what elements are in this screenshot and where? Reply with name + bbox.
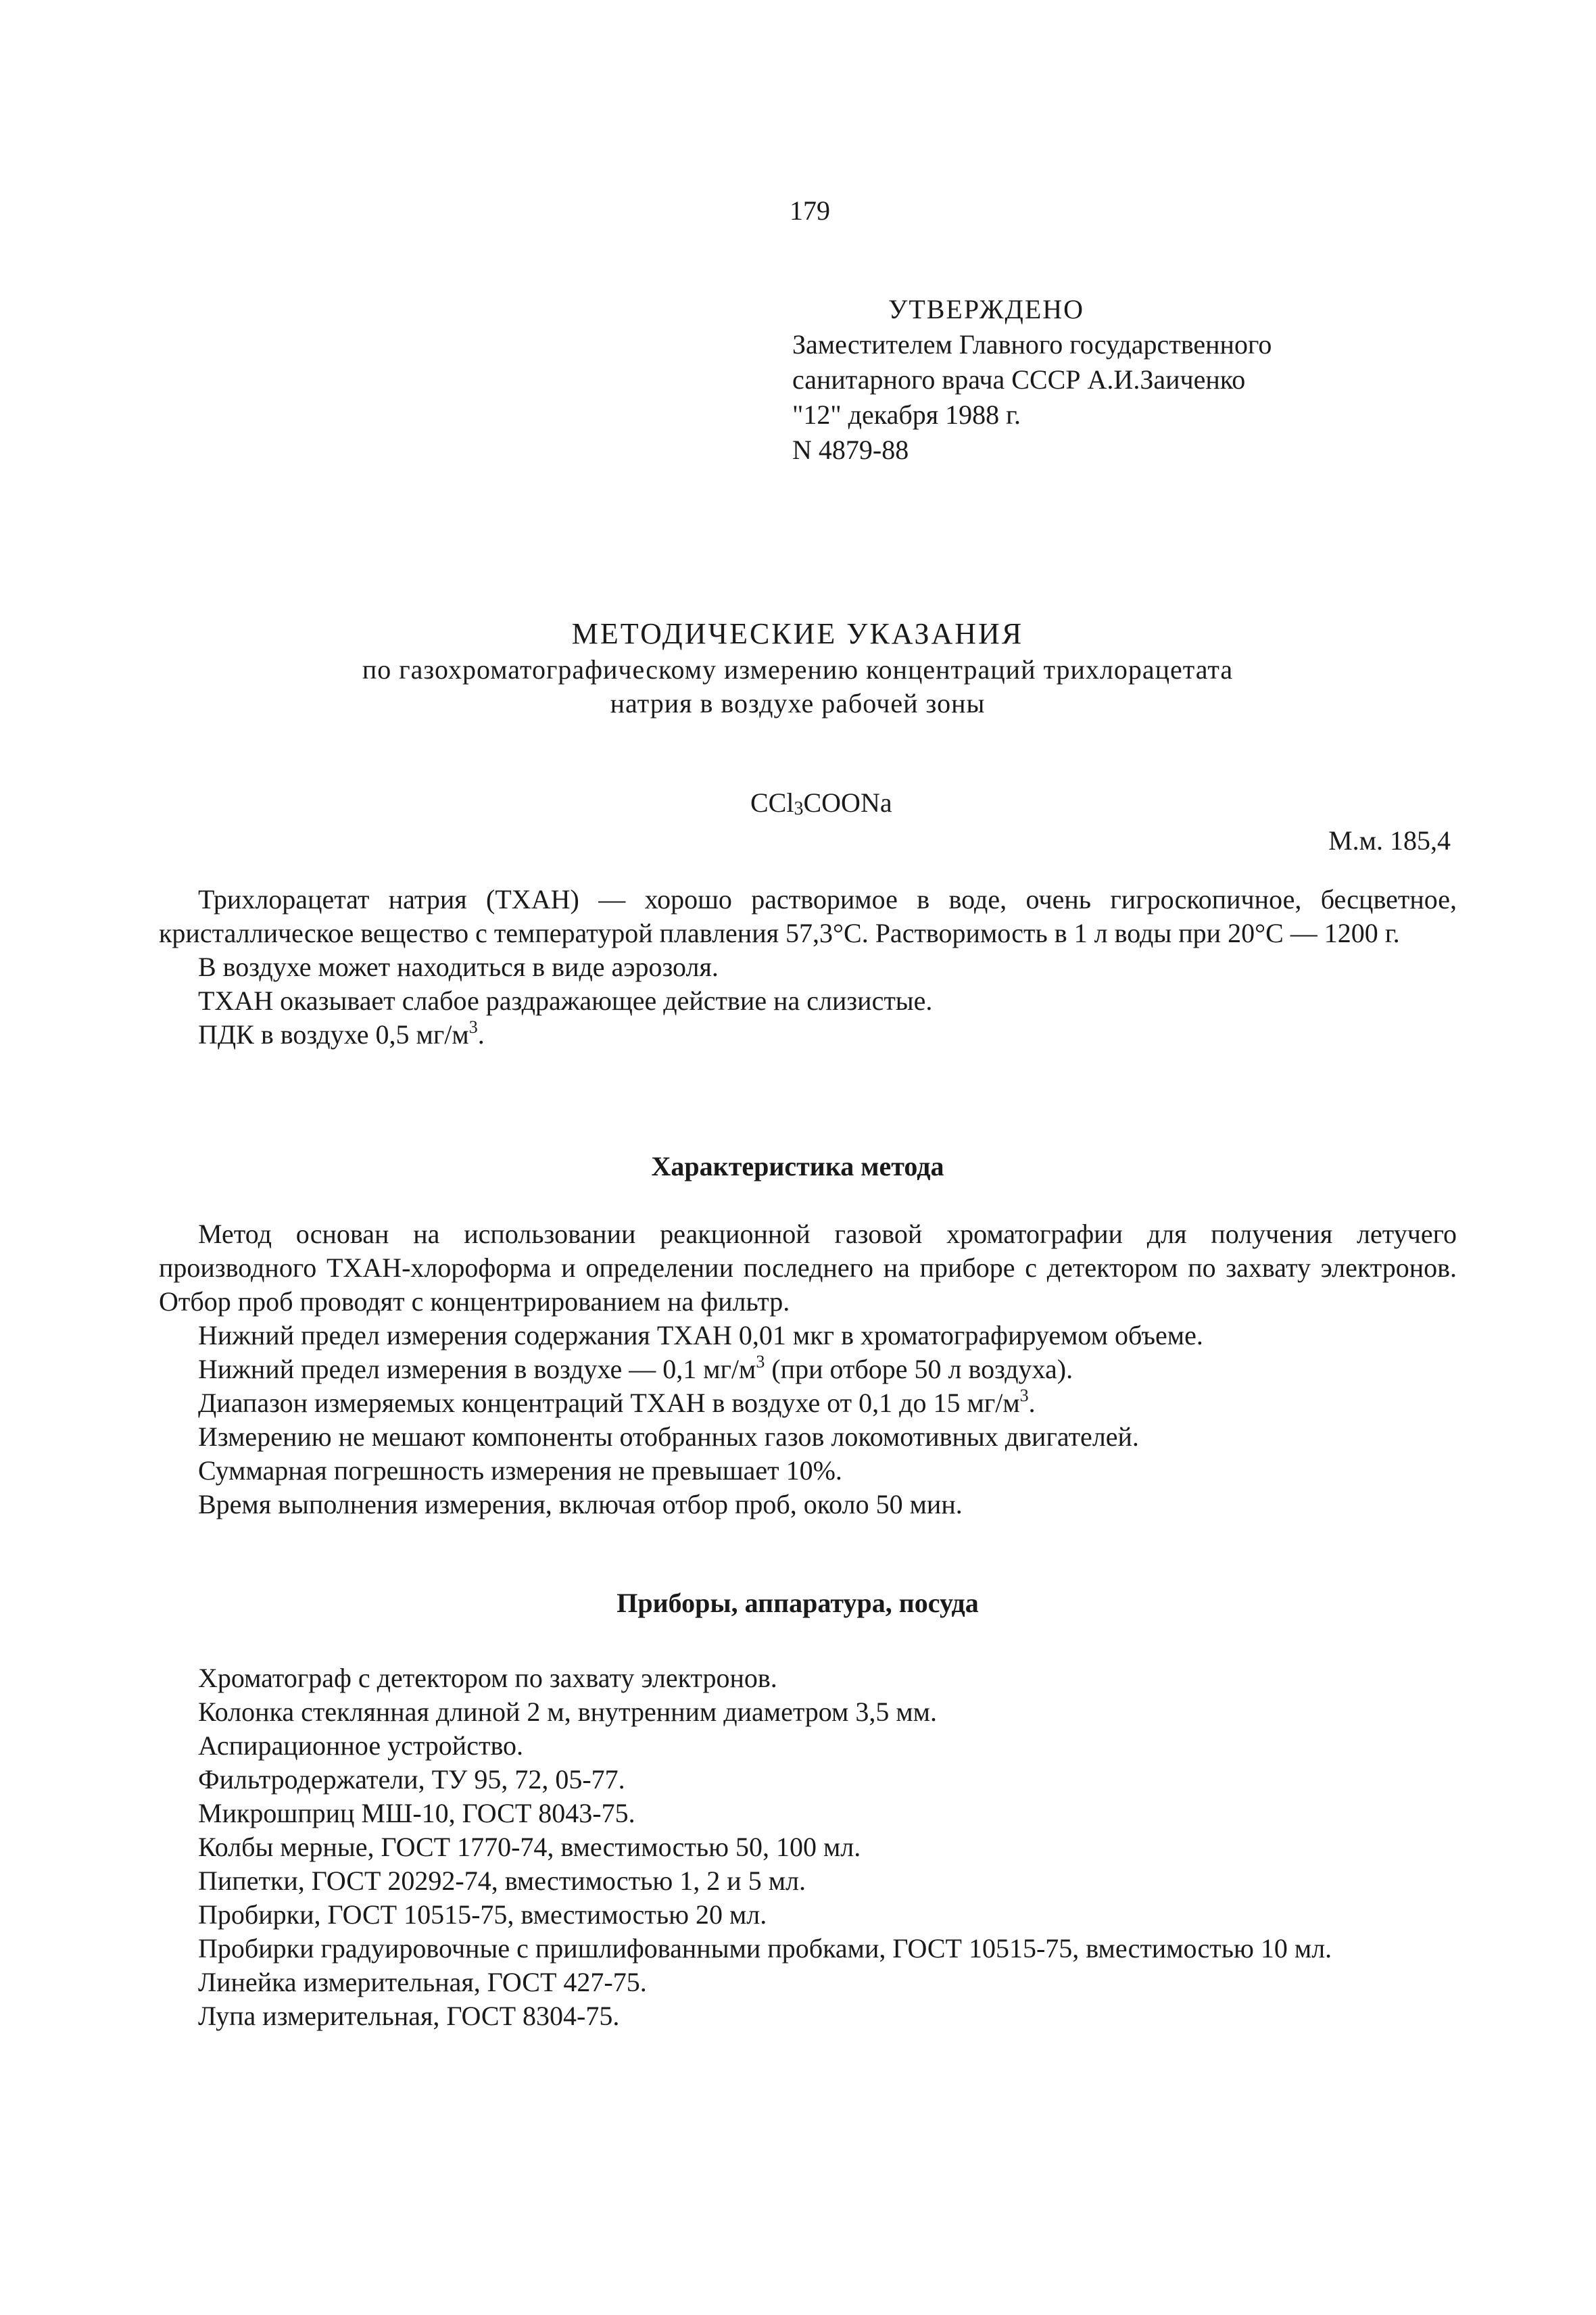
- air-limit-suffix: (при отборе 50 л воздуха).: [765, 1354, 1073, 1384]
- equipment-item: Пробирки градуировочные с пришлифованными пробками, ГОСТ 10515-75, вместимостью 10 мл.: [198, 1933, 1332, 1964]
- molar-mass: М.м. 185,4: [1328, 825, 1451, 856]
- approval-line-3: "12" декабря 1988 г.: [792, 399, 1021, 430]
- formula-suffix: COONa: [803, 787, 892, 818]
- intro-section: [159, 883, 1457, 1052]
- document-title: МЕТОДИЧЕСКИЕ УКАЗАНИЯ: [571, 617, 1024, 650]
- method-error-line: Суммарная погрешность измерения не превышает 10%.: [198, 1455, 842, 1486]
- equipment-item: Пробирки, ГОСТ 10515-75, вместимостью 20 мл.: [198, 1899, 767, 1930]
- equipment-item: Линейка измерительная, ГОСТ 427-75.: [198, 1967, 647, 1997]
- approval-stamp-block: [792, 292, 1482, 468]
- pdk-superscript: 3: [468, 1017, 478, 1037]
- method-range-line: [159, 1386, 1457, 1420]
- chemical-formula: [750, 785, 892, 824]
- equipment-item: Фильтродержатели, ТУ 95, 72, 05-77.: [198, 1764, 625, 1795]
- intro-irritation-line: ТХАН оказывает слабое раздражающее действие на слизистые.: [198, 985, 933, 1016]
- method-interference-line: Измерению не мешают компоненты отобранных газов локомотивных двигателей.: [198, 1421, 1139, 1452]
- method-section: [159, 1217, 1457, 1521]
- equipment-item: Колбы мерные, ГОСТ 1770-74, вместимостью 50, 100 мл.: [198, 1832, 861, 1862]
- approval-title: УТВЕРЖДЕНО: [888, 294, 1085, 324]
- equipment-heading: Приборы, аппаратура, посуда: [616, 1588, 979, 1618]
- equipment-item: Аспирационное устройство.: [198, 1730, 524, 1761]
- range-suffix: .: [1028, 1388, 1036, 1418]
- formula-subscript: 3: [794, 798, 804, 819]
- range-prefix: Диапазон измеряемых концентраций ТХАН в воздухе от 0,1 до 15 мг/м: [198, 1388, 1020, 1418]
- method-air-limit-line: [159, 1353, 1457, 1386]
- equipment-item: Микрошприц МШ-10, ГОСТ 8043-75.: [198, 1798, 635, 1828]
- approval-line-1: Заместителем Главного государственного: [792, 329, 1272, 360]
- equipment-item: Пипетки, ГОСТ 20292-74, вместимостью 1, 2 и 5 мл.: [198, 1866, 806, 1896]
- document-subtitle-line-2: натрия в воздухе рабочей зоны: [610, 688, 986, 718]
- method-heading: Характеристика метода: [651, 1151, 944, 1181]
- pdk-suffix: .: [477, 1019, 485, 1050]
- page-number: 179: [790, 195, 830, 226]
- method-paragraph: Метод основан на использовании реакционной газовой хроматографии для получения летучего производного ТХАН-хлороформа и определении последнего на приборе с детектором по захвату электронов. Отбор проб проводят с концентрированием на фильтр.: [159, 1219, 1457, 1317]
- equipment-item: Колонка стеклянная длиной 2 м, внутренним диаметром 3,5 мм.: [198, 1697, 937, 1727]
- equipment-section: [159, 1661, 1457, 2033]
- air-limit-prefix: Нижний предел измерения в воздухе — 0,1 мг/м: [198, 1354, 756, 1384]
- intro-paragraph: Трихлорацетат натрия (ТХАН) — хорошо растворимое в воде, очень гигроскопичное, бесцветное, кристаллическое вещество с температурой плавления 57,3°С. Растворимость в 1 л воды при 20°С — 1200 г.: [159, 884, 1457, 948]
- approval-line-4: N 4879-88: [792, 435, 909, 465]
- air-limit-superscript: 3: [756, 1351, 765, 1371]
- document-title-block: [135, 615, 1460, 721]
- equipment-item: Лупа измерительная, ГОСТ 8304-75.: [198, 2001, 620, 2031]
- approval-line-2: санитарного врача СССР А.И.Заиченко: [792, 364, 1246, 395]
- method-time-line: Время выполнения измерения, включая отбор проб, около 50 мин.: [198, 1489, 963, 1519]
- range-superscript: 3: [1019, 1385, 1029, 1405]
- intro-aerosol-line: В воздухе может находиться в виде аэрозоля.: [198, 952, 719, 982]
- equipment-item: Хроматограф с детектором по захвату электронов.: [198, 1663, 777, 1693]
- method-lower-limit-line: Нижний предел измерения содержания ТХАН 0,01 мкг в хроматографируемом объеме.: [198, 1320, 1203, 1350]
- formula-prefix: CCl: [750, 787, 794, 818]
- pdk-prefix: ПДК в воздухе 0,5 мг/м: [198, 1019, 469, 1050]
- intro-pdk-line: [159, 1018, 1457, 1052]
- document-subtitle-line-1: по газохроматографическому измерению концентраций трихлорацетата: [362, 654, 1234, 685]
